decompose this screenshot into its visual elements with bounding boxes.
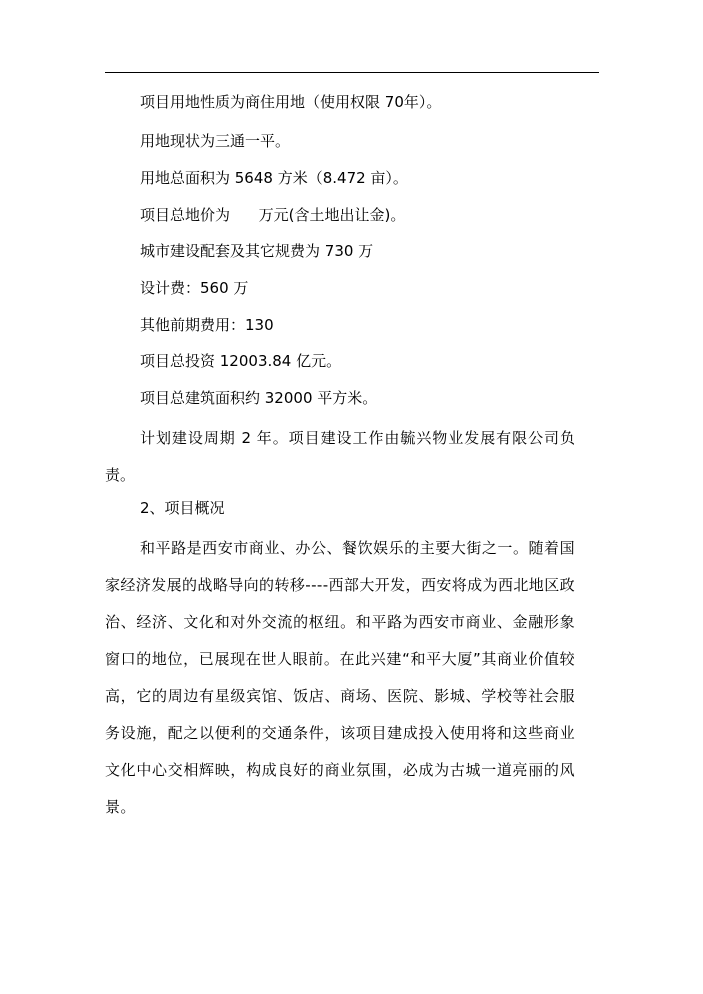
construction-plan-paragraph: 计划建设周期 2 年。项目建设工作由毓兴物业发展有限公司负责。 (105, 429, 575, 484)
land-price-line: 项目总地价为 万元(含土地出让金)。 (140, 206, 406, 224)
section-heading: 2、项目概况 (140, 499, 225, 517)
floor-area-line: 项目总建筑面积约 32000 平方米。 (140, 389, 378, 407)
preliminary-fees-line: 其他前期费用：130 (140, 316, 274, 334)
project-overview-paragraph: 和平路是西安市商业、办公、餐饮娱乐的主要大街之一。随着国家经济发展的战略导向的转移----西部大开发，西安将成为西北地区政治、经济、文化和对外交流的枢纽。和平路为西安市商业、金融形象窗口的地位，已展现在世人眼前。在此兴建“和平大厦”其商业价值较高，它的周边有星级宾馆、饭店、商场、医院、影城、学校等社会服务设施，配之以便利的交通条件，该项目建成投入使用将和这些商业文化中心交相辉映，构成良好的商业氛围，必成为古城一道亮丽的风景。 (105, 539, 575, 816)
land-area-line: 用地总面积为 5648 方米（8.472 亩）。 (140, 169, 408, 187)
total-investment-line: 项目总投资 12003.84 亿元。 (140, 352, 342, 370)
design-fee-line: 设计费：560 万 (140, 279, 249, 297)
land-status-line: 用地现状为三通一平。 (140, 132, 291, 150)
land-use-nature-line: 项目用地性质为商住用地（使用权限 70年）。 (140, 93, 442, 111)
supporting-fees-line: 城市建设配套及其它规费为 730 万 (140, 242, 374, 260)
header-rule (105, 72, 599, 73)
